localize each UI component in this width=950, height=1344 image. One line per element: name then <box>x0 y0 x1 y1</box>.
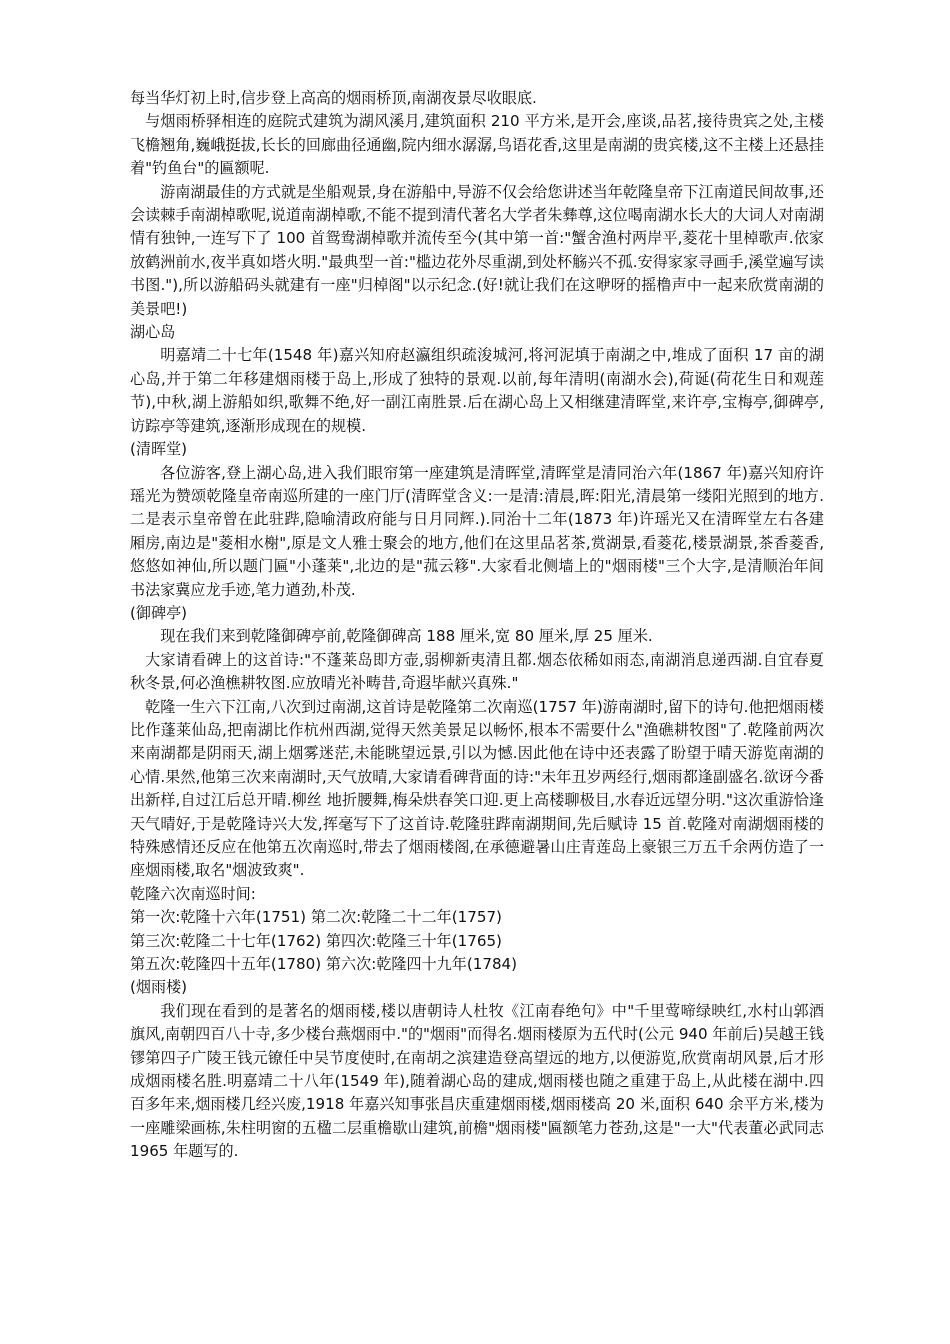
paragraph-yanyu-tower: 我们现在看到的是著名的烟雨楼,楼以唐朝诗人杜牧《江南春绝句》中"千里莺啼绿映红,水村山郭酒旗风,南朝四百八十寺,多少楼台燕烟雨中."的"烟雨"而得名.烟雨楼原为五代时(公元 940 年前后)吴越王钱镠第四子广陵王钱元镣任中吴节度使时,在南胡之滨建造登高望远的地方,以便游览,欣赏南胡风景,后才形成烟雨楼名胜.明嘉靖二十八年(1549 年),随着湖心岛的建成,烟雨楼也随之重建于岛上,从此楼在湖中.四百多年来,烟雨楼几经兴废,1918 年嘉兴知事张昌庆重建烟雨楼,烟雨楼高 20 米,面积 640 余平方米,楼为一座雕梁画栋,朱柱明窗的五楹二层重檐歇山建筑,前檐"烟雨楼"匾额笔力苍劲,这是"一大"代表董必武同志 1965 年题写的. <box>130 1001 824 1161</box>
paragraph-hufeng-xiyue: 与烟雨桥驿相连的庭院式建筑为湖风溪月,建筑面积 210 平方米,是开会,座谈,品茗,接待贵宾之处,主楼飞檐翘角,巍峨挺拔,长长的回廊曲径通幽,院内细水潺潺,鸟语花香,这里是南湖的贵宾楼,这不主楼上还悬挂着"钓鱼台"的匾额呢. <box>130 112 824 178</box>
tour-dates-line-1: 第一次:乾隆十六年(1751) 第二次:乾隆二十二年(1757) <box>130 908 502 927</box>
paragraph-qinghui-hall: 各位游客,登上湖心岛,进入我们眼帘第一座建筑是清晖堂,清晖堂是清同治六年(1867 年)嘉兴知府许瑶光为赞颂乾隆皇帝南巡所建的一座门厅(清晖堂含义:一是清:清晨,晖:阳光,清晨第一缕阳光照到的地方.二是表示皇帝曾在此驻跸,隐喻清政府能与日月同辉.).同治十二年(1873 年)许瑶光又在清晖堂左右各建厢房,南边是"菱相水榭",原是文人雅士聚会的地方,他们在这里品茗茶,赏湖景,看菱花,楼景湖景,茶香菱香,悠悠如神仙,所以题门匾"小蓬莱",北边的是"菰云簃".大家看北侧墙上的"烟雨楼"三个大字,是清顺治年间书法家冀应龙手迹,笔力遒劲,朴茂. <box>130 463 824 599</box>
paragraph-stele-size: 现在我们来到乾隆御碑亭前,乾隆御碑高 188 厘米,宽 80 厘米,厚 25 厘米. <box>160 627 653 646</box>
paragraph-night-view: 每当华灯初上时,信步登上高高的烟雨桥顶,南湖夜景尽收眼底. <box>130 89 537 107</box>
heading-yubei-pavilion: (御碑亭) <box>130 603 188 622</box>
paragraph-boat-tour: 游南湖最佳的方式就是坐船观景,身在游船中,导游不仅会给您讲述当年乾隆皇帝下江南道民间故事,还会读棘手南湖棹歌呢,说道南湖棹歌,不能不提到清代著名大学者朱彝尊,这位喝南湖水长大的大词人对南湖情有独钟,一连写下了 100 首鸳鸯湖棹歌并流传至今(其中第一首:"蟹舍渔村两岸平,菱花十里棹歌声.依家放鹤洲前水,夜半真如塔火明."最典型一首:"槛边花外尽重湖,到处杯觞兴不孤.安得家家寻画手,溪堂遍写读书图."),所以游船码头就建有一座"归棹阁"以示纪念.(好!就让我们在这咿呀的摇橹声中一起来欣赏南湖的美景吧!) <box>130 182 824 318</box>
heading-qinghui-hall: (清晖堂) <box>130 440 188 459</box>
paragraph-qianlong-tours: 乾隆一生六下江南,八次到过南湖,这首诗是乾隆第二次南巡(1757 年)游南湖时,留下的诗句.他把烟雨楼比作蓬莱仙岛,把南湖比作杭州西湖,觉得天然美景足以畅怀,根本不需要什么"渔礁耕牧图"了.乾隆前两次来南湖都是阴雨天,湖上烟雾迷茫,未能眺望远景,引以为憾.因此他在诗中还表露了盼望于晴天游览南湖的心情.果然,他第三次来南湖时,天气放晴,大家请看碑背面的诗:"未年丑岁两经行,烟雨都逢副盛名.欲讶今番出新样,自过江后总开晴.柳丝 地折腰舞,梅朵烘春笑口迎.更上高楼聊极目,水春近远望分明."这次重游恰逢天气晴好,于是乾隆诗兴大发,挥毫写下了这首诗.乾隆驻跸南湖期间,先后赋诗 15 首.乾隆对南湖烟雨楼的特殊感情还反应在他第五次南巡时,带去了烟雨楼阁,在承德避暑山庄青莲岛上豪银三万五千余两仿造了一座烟雨楼,取名"烟波致爽". <box>130 697 824 880</box>
tour-dates-line-3: 第五次:乾隆四十五年(1780) 第六次:乾隆四十九年(1784) <box>130 955 518 974</box>
paragraph-huxin-island: 明嘉靖二十七年(1548 年)嘉兴知府赵瀛组织疏浚城河,将河泥填于南湖之中,堆成了面积 17 亩的湖心岛,并于第二年移建烟雨楼于岛上,形成了独特的景观.以前,每年清明(南湖水会),荷诞(荷花生日和观莲节),中秋,湖上游船如织,歌舞不绝,好一副江南胜景.后在湖心岛上又相继建清晖堂,来许亭,宝梅亭,御碑亭,访踪亭等建筑,逐渐形成现在的规模. <box>130 346 824 435</box>
document-page <box>130 87 824 1164</box>
heading-yanyu-tower: (烟雨楼) <box>130 978 188 997</box>
tour-dates-line-2: 第三次:乾隆二十七年(1762) 第四次:乾隆三十年(1765) <box>130 931 502 950</box>
heading-huxin-island: 湖心岛 <box>130 323 176 342</box>
heading-tour-dates: 乾隆六次南巡时间: <box>130 884 256 903</box>
paragraph-stele-poem: 大家请看碑上的这首诗:"不蓬莱岛即方壶,弱柳新夷清且都.烟态依稀如雨态,南湖消息递西湖.自宜春夏秋冬景,何必渔樵耕牧图.应放晴光补畴昔,奇遐毕献兴真殊." <box>130 650 824 693</box>
